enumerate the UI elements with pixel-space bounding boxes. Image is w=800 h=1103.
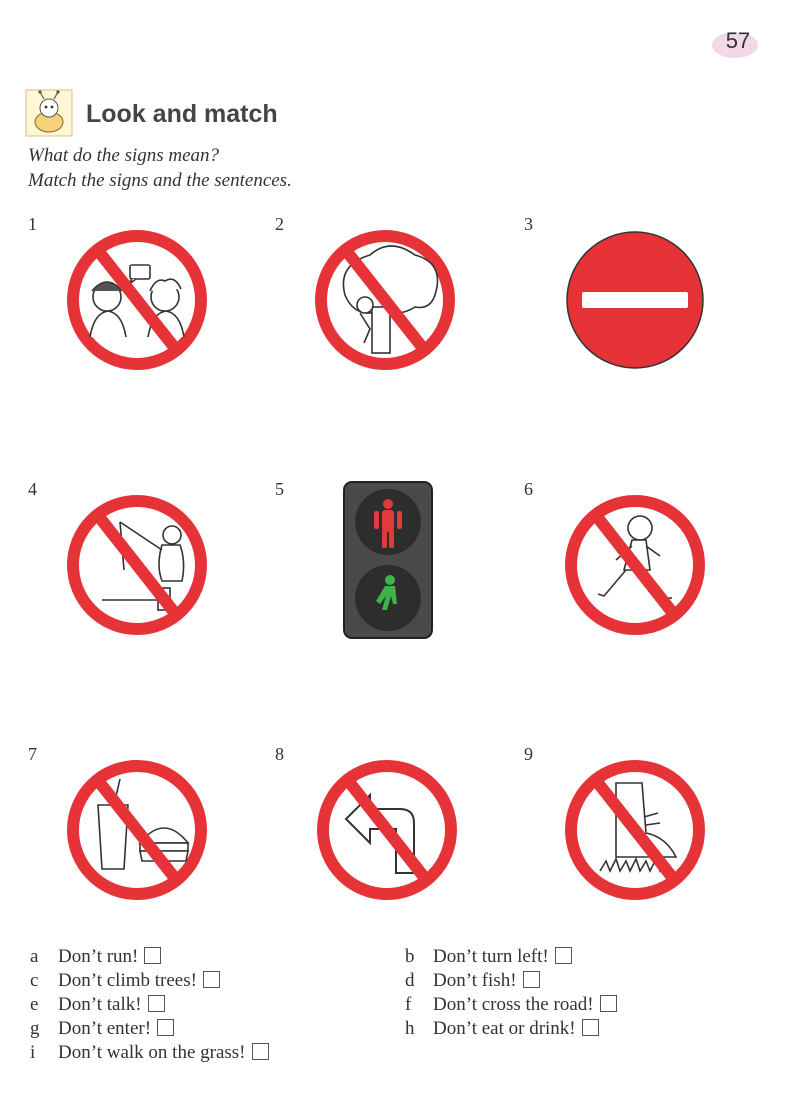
answer-letter: e: [30, 994, 39, 1015]
answer-letter: b: [405, 946, 415, 967]
answer-a: [30, 946, 161, 968]
sign-number-6: 6: [524, 479, 533, 499]
answer-g: [30, 1018, 174, 1040]
answer-text: Don’t run!: [58, 946, 139, 967]
answer-checkbox[interactable]: [252, 1043, 269, 1060]
sign-number-1: 1: [28, 214, 37, 234]
answer-letter: h: [405, 1018, 415, 1039]
sign-number-9: 9: [524, 744, 533, 764]
no-entry-icon: [560, 225, 710, 375]
answer-letter: f: [405, 994, 412, 1015]
answer-text: Don’t fish!: [433, 970, 517, 991]
answer-letter: i: [30, 1042, 36, 1063]
answer-checkbox[interactable]: [523, 971, 540, 988]
no-eating-drinking-icon: [62, 755, 212, 905]
answer-checkbox[interactable]: [555, 947, 572, 964]
answer-letter: d: [405, 970, 415, 991]
answer-checkbox[interactable]: [148, 995, 165, 1012]
answer-checkbox[interactable]: [157, 1019, 174, 1036]
answer-checkbox[interactable]: [144, 947, 161, 964]
pedestrian-traffic-light-icon: [330, 478, 448, 642]
page-title: Look and match: [86, 100, 278, 128]
answer-e: [30, 994, 165, 1016]
answer-b: [405, 946, 572, 968]
answer-text: Don’t walk on the grass!: [58, 1042, 246, 1063]
answer-letter: a: [30, 946, 39, 967]
sign-number-3: 3: [524, 214, 533, 234]
page-number: 57: [725, 28, 751, 53]
answer-letter: c: [30, 970, 39, 991]
answer-text: Don’t climb trees!: [58, 970, 197, 991]
answer-c: [30, 970, 220, 992]
no-walking-on-grass-icon: [560, 755, 710, 905]
no-fishing-icon: [62, 490, 212, 640]
answer-checkbox[interactable]: [203, 971, 220, 988]
answer-d: [405, 970, 540, 992]
answer-text: Don’t eat or drink!: [433, 1018, 576, 1039]
no-talking-icon: [62, 225, 212, 375]
instruction-line-1: What do the signs mean?: [28, 145, 220, 166]
sign-number-8: 8: [275, 744, 284, 764]
answer-text: Don’t talk!: [58, 994, 142, 1015]
no-running-icon: [560, 490, 710, 640]
sign-number-4: 4: [28, 479, 37, 499]
no-climbing-trees-icon: [310, 225, 460, 375]
answer-letter: g: [30, 1018, 40, 1039]
sign-number-2: 2: [275, 214, 284, 234]
no-left-turn-icon: [312, 755, 462, 905]
answer-i: [30, 1042, 269, 1064]
mascot-icon: [24, 88, 74, 138]
answer-h: [405, 1018, 599, 1040]
answer-text: Don’t enter!: [58, 1018, 152, 1039]
answer-f: [405, 994, 617, 1016]
sign-number-5: 5: [275, 479, 284, 499]
answer-text: Don’t turn left!: [433, 946, 549, 967]
answer-checkbox[interactable]: [582, 1019, 599, 1036]
sign-number-7: 7: [28, 744, 37, 764]
instruction-line-2: Match the signs and the sentences.: [28, 170, 292, 191]
answer-text: Don’t cross the road!: [433, 994, 594, 1015]
answer-checkbox[interactable]: [600, 995, 617, 1012]
